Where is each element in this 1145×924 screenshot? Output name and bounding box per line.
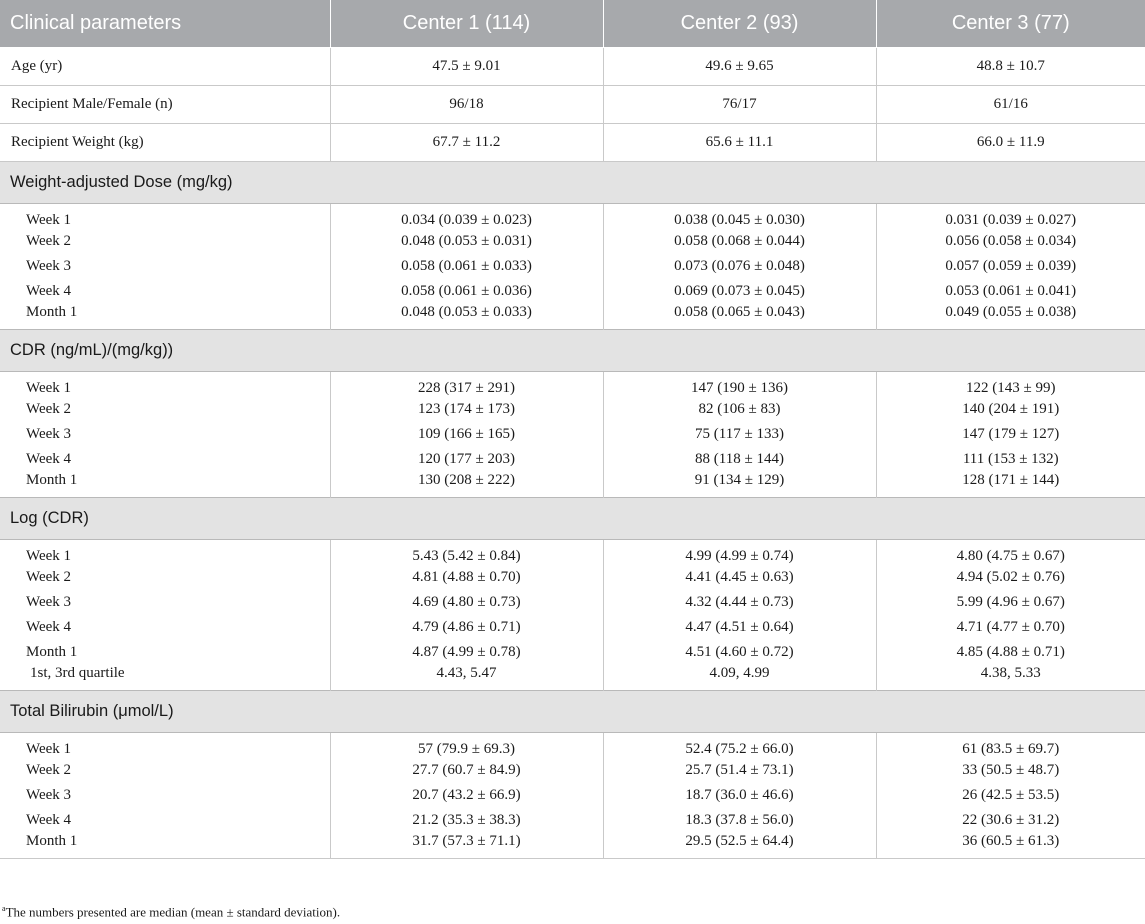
- center-1-value: 4.79 (4.86 ± 0.71): [330, 615, 603, 640]
- center-2-value: 4.41 (4.45 ± 0.63): [603, 565, 876, 590]
- center-1-value: 4.87 (4.99 ± 0.78): [330, 640, 603, 665]
- center-2-value: 88 (118 ± 144): [603, 447, 876, 472]
- center-2-value: 4.32 (4.44 ± 0.73): [603, 590, 876, 615]
- center-1-value: 47.5 ± 9.01: [330, 48, 603, 86]
- row-label: 1st, 3rd quartile: [0, 665, 330, 691]
- center-1-value: 5.43 (5.42 ± 0.84): [330, 540, 603, 566]
- center-2-value: 18.7 (36.0 ± 46.6): [603, 783, 876, 808]
- center-2-value: 25.7 (51.4 ± 73.1): [603, 758, 876, 783]
- center-1-value: 57 (79.9 ± 69.3): [330, 733, 603, 759]
- row-label: Month 1: [0, 472, 330, 498]
- row-label: Month 1: [0, 304, 330, 330]
- header-center-1: Center 1 (114): [330, 0, 603, 48]
- table-row: [0, 48, 1145, 86]
- center-3-value: 4.94 (5.02 ± 0.76): [956, 569, 1065, 585]
- center-1-value: 0.048 (0.053 ± 0.033): [330, 304, 603, 330]
- center-2-value: 52.4 (75.2 ± 66.0): [603, 733, 876, 759]
- row-label: Week 3: [0, 422, 330, 447]
- table-row: [0, 833, 1145, 859]
- center-1-value: 228 (317 ± 291): [330, 372, 603, 398]
- row-label: Recipient Weight (kg): [0, 124, 330, 162]
- header-row: [0, 0, 1145, 48]
- center-2-value: 0.058 (0.068 ± 0.044): [603, 229, 876, 254]
- center-3-value: 128 (171 ± 144): [962, 472, 1060, 488]
- row-label: Week 1: [0, 372, 330, 398]
- center-3-value: 111 (153 ± 132): [962, 451, 1059, 467]
- center-3-value: 0.057 (0.059 ± 0.039): [945, 258, 1077, 274]
- row-label: Week 3: [0, 783, 330, 808]
- table-footnote: [2, 904, 340, 920]
- center-3-value: 33 (50.5 ± 48.7): [962, 762, 1060, 778]
- row-label: Week 3: [0, 254, 330, 279]
- center-2-value: 0.069 (0.073 ± 0.045): [603, 279, 876, 304]
- section-title: Log (CDR): [0, 498, 1145, 540]
- center-1-value: 0.058 (0.061 ± 0.033): [330, 254, 603, 279]
- center-1-value: 0.058 (0.061 ± 0.036): [330, 279, 603, 304]
- center-1-value: 27.7 (60.7 ± 84.9): [330, 758, 603, 783]
- table-row: [0, 254, 1145, 279]
- center-3-value: 66.0 ± 11.9: [876, 124, 1145, 162]
- center-2-value: 29.5 (52.5 ± 64.4): [603, 833, 876, 859]
- row-label: Week 2: [0, 565, 330, 590]
- table-row: [0, 472, 1145, 498]
- section-title: Total Bilirubin (μmol/L): [0, 691, 1145, 733]
- table-row: [0, 808, 1145, 833]
- table-row: [0, 304, 1145, 330]
- center-3-value: 5.99 (4.96 ± 0.67): [956, 594, 1065, 610]
- center-1-value: 21.2 (35.3 ± 38.3): [330, 808, 603, 833]
- center-1-value: 31.7 (57.3 ± 71.1): [330, 833, 603, 859]
- center-1-value: 4.69 (4.80 ± 0.73): [330, 590, 603, 615]
- table-row: [0, 279, 1145, 304]
- row-label: Month 1: [0, 640, 330, 665]
- header-clinical-parameters: Clinical parameters: [0, 0, 330, 48]
- table-row: [0, 204, 1145, 230]
- table-row: [0, 565, 1145, 590]
- row-label: Age (yr): [0, 48, 330, 86]
- center-1-value: 96/18: [330, 86, 603, 124]
- center-3-value: 48.8 ± 10.7: [876, 48, 1145, 86]
- center-3-value: 36 (60.5 ± 61.3): [876, 833, 1145, 859]
- center-3-value: 4.38, 5.33: [980, 665, 1041, 681]
- center-1-value: 109 (166 ± 165): [330, 422, 603, 447]
- center-1-value: 67.7 ± 11.2: [330, 124, 603, 162]
- section-header-row: [0, 162, 1145, 204]
- center-2-value: 75 (117 ± 133): [603, 422, 876, 447]
- row-label: Recipient Male/Female (n): [0, 86, 330, 124]
- center-2-value: 65.6 ± 11.1: [603, 124, 876, 162]
- center-3-value: 0.056 (0.058 ± 0.034): [945, 233, 1077, 249]
- center-2-value: 4.51 (4.60 ± 0.72): [603, 640, 876, 665]
- center-2-value: 4.09, 4.99: [603, 665, 876, 691]
- footnote-text: The numbers presented are median (mean ± standard deviation).: [5, 904, 341, 920]
- center-2-value: 4.47 (4.51 ± 0.64): [603, 615, 876, 640]
- center-2-value: 82 (106 ± 83): [603, 397, 876, 422]
- table-row: [0, 758, 1145, 783]
- section-header-row: [0, 498, 1145, 540]
- center-3-value: 4.85 (4.88 ± 0.71): [956, 644, 1065, 660]
- row-label: Week 1: [0, 733, 330, 759]
- row-label: Week 4: [0, 808, 330, 833]
- center-2-value: 76/17: [603, 86, 876, 124]
- header-center-2: Center 2 (93): [603, 0, 876, 48]
- center-1-value: 0.048 (0.053 ± 0.031): [330, 229, 603, 254]
- row-label: Week 3: [0, 590, 330, 615]
- center-3-value: 0.031 (0.039 ± 0.027): [945, 212, 1077, 228]
- table-row: [0, 733, 1145, 759]
- center-3-value: 4.80 (4.75 ± 0.67): [956, 548, 1065, 564]
- table-row: [0, 372, 1145, 398]
- center-3-value: 22 (30.6 ± 31.2): [962, 812, 1060, 828]
- center-1-value: 4.43, 5.47: [330, 665, 603, 691]
- table-row: [0, 124, 1145, 162]
- center-2-value: 4.99 (4.99 ± 0.74): [603, 540, 876, 566]
- center-3-value: 61 (83.5 ± 69.7): [962, 741, 1060, 757]
- row-label: Week 1: [0, 540, 330, 566]
- center-3-value: 147 (179 ± 127): [962, 426, 1060, 442]
- center-3-value: 61/16: [876, 86, 1145, 124]
- table-body: [0, 48, 1145, 859]
- row-label: Week 4: [0, 279, 330, 304]
- center-2-value: 0.038 (0.045 ± 0.030): [603, 204, 876, 230]
- row-label: Week 2: [0, 758, 330, 783]
- header-center-3: Center 3 (77): [876, 0, 1145, 48]
- table-row: [0, 665, 1145, 691]
- row-label: Week 1: [0, 204, 330, 230]
- center-2-value: 91 (134 ± 129): [603, 472, 876, 498]
- center-3-value: 4.71 (4.77 ± 0.70): [956, 619, 1065, 635]
- table-row: [0, 422, 1145, 447]
- table-row: [0, 783, 1145, 808]
- row-label: Month 1: [0, 833, 330, 859]
- table-row: [0, 540, 1145, 566]
- row-label: Week 4: [0, 447, 330, 472]
- center-1-value: 120 (177 ± 203): [330, 447, 603, 472]
- table-row: [0, 447, 1145, 472]
- center-1-value: 123 (174 ± 173): [330, 397, 603, 422]
- row-label: Week 4: [0, 615, 330, 640]
- table-row: [0, 615, 1145, 640]
- section-header-row: [0, 691, 1145, 733]
- center-1-value: 4.81 (4.88 ± 0.70): [330, 565, 603, 590]
- section-header-row: [0, 330, 1145, 372]
- table-header: [0, 0, 1145, 48]
- row-label: Week 2: [0, 397, 330, 422]
- center-3-value: 0.053 (0.061 ± 0.041): [945, 283, 1077, 299]
- center-2-value: 147 (190 ± 136): [603, 372, 876, 398]
- footnote-marker: a: [2, 904, 6, 913]
- table-row: [0, 640, 1145, 665]
- row-label: Week 2: [0, 229, 330, 254]
- section-title: Weight-adjusted Dose (mg/kg): [0, 162, 1145, 204]
- center-1-value: 130 (208 ± 222): [330, 472, 603, 498]
- center-3-value: 140 (204 ± 191): [962, 401, 1060, 417]
- center-3-value: 122 (143 ± 99): [966, 380, 1056, 396]
- center-3-value: 0.049 (0.055 ± 0.038): [945, 304, 1077, 320]
- center-2-value: 0.073 (0.076 ± 0.048): [603, 254, 876, 279]
- table-row: [0, 229, 1145, 254]
- center-2-value: 18.3 (37.8 ± 56.0): [603, 808, 876, 833]
- table-row: [0, 590, 1145, 615]
- center-1-value: 20.7 (43.2 ± 66.9): [330, 783, 603, 808]
- section-title: CDR (ng/mL)/(mg/kg)): [0, 330, 1145, 372]
- center-2-value: 0.058 (0.065 ± 0.043): [603, 304, 876, 330]
- center-2-value: 49.6 ± 9.65: [603, 48, 876, 86]
- center-3-value: 26 (42.5 ± 53.5): [962, 787, 1060, 803]
- center-1-value: 0.034 (0.039 ± 0.023): [330, 204, 603, 230]
- table-row: [0, 86, 1145, 124]
- table-row: [0, 397, 1145, 422]
